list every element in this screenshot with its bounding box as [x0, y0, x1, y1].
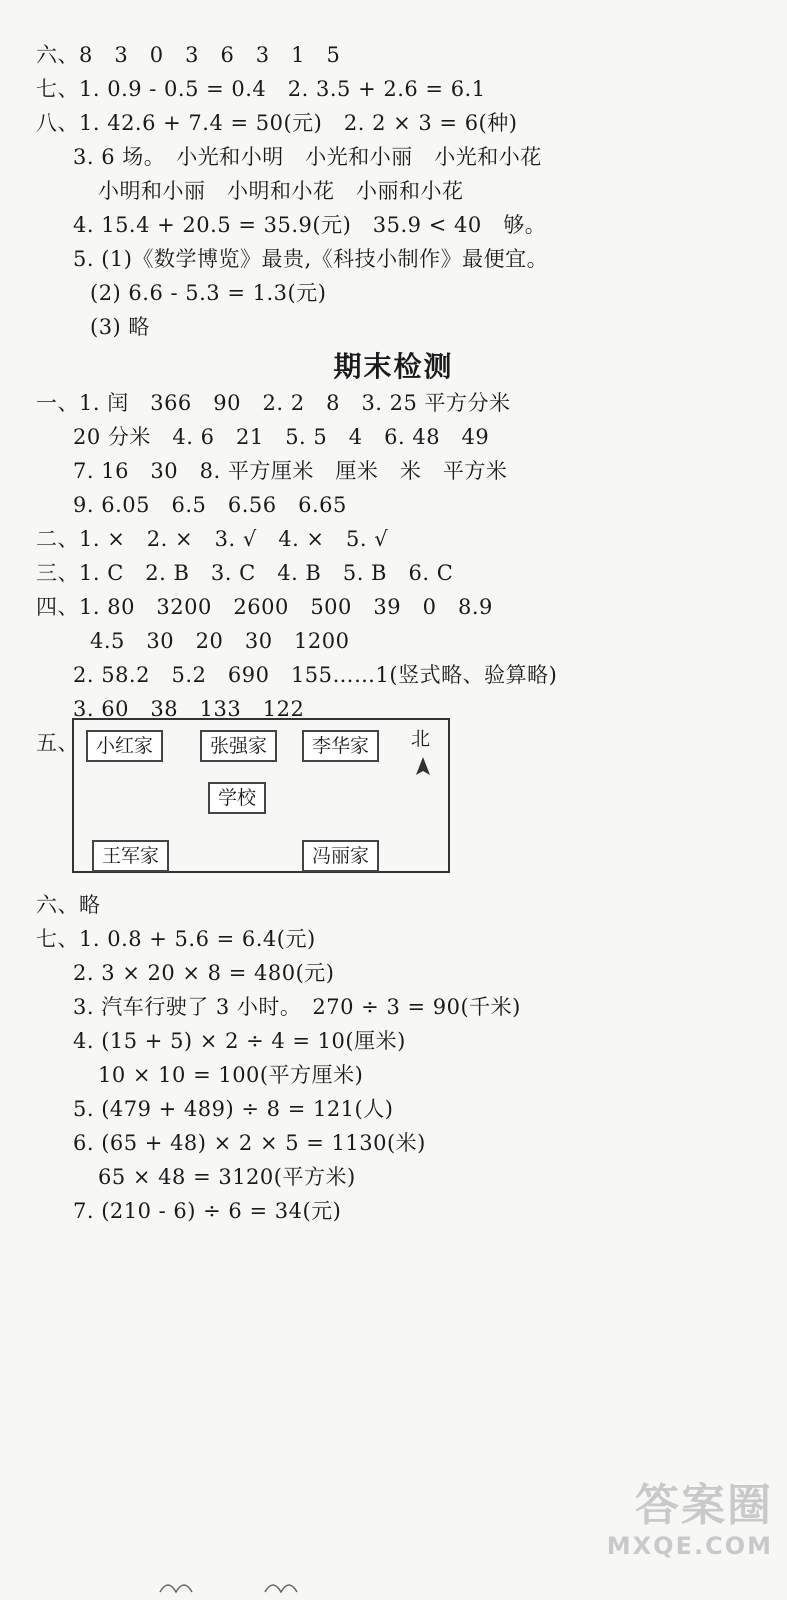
answer-line: 9. 6.05 6.5 6.56 6.65 [73, 493, 347, 517]
answer-line: 七、1. 0.9 - 0.5 = 0.4 2. 3.5 + 2.6 = 6.1 [36, 77, 486, 101]
map-label-lihua: 李华家 [302, 730, 379, 762]
watermark-title: 答案圈 [635, 1480, 773, 1531]
map-label-xiaohong: 小红家 [86, 730, 163, 762]
answer-line: 2. 58.2 5.2 690 155……1(竖式略、验算略) [73, 663, 558, 687]
map-label-wangjun: 王军家 [92, 840, 169, 872]
answer-line: 4.5 30 20 30 1200 [90, 629, 350, 653]
page-ornament-icon [150, 1570, 310, 1600]
answer-line: 10 × 10 = 100(平方厘米) [98, 1063, 364, 1087]
section-title: 期末检测 [333, 350, 454, 383]
answer-line: 7. 16 30 8. 平方厘米 厘米 米 平方米 [73, 459, 508, 483]
answer-line: 4. (15 + 5) × 2 ÷ 4 = 10(厘米) [73, 1029, 406, 1053]
answer-line: (2) 6.6 - 5.3 = 1.3(元) [90, 281, 327, 305]
answer-line: 四、1. 80 3200 2600 500 39 0 8.9 [36, 595, 493, 619]
answer-line: 三、1. C 2. B 3. C 4. B 5. B 6. C [36, 561, 454, 585]
answer-line: 六、略 [36, 893, 101, 917]
answer-line: 六、8 3 0 3 6 3 1 5 [36, 43, 341, 67]
answer-line: 五、 [36, 731, 79, 755]
location-map [72, 718, 450, 873]
answer-line: 65 × 48 = 3120(平方米) [98, 1165, 356, 1189]
answer-line: 一、1. 闰 366 90 2. 2 8 3. 25 平方分米 [36, 391, 511, 415]
answer-line: 3. 60 38 133 122 [73, 697, 305, 721]
answer-line: 七、1. 0.8 + 5.6 = 6.4(元) [36, 927, 316, 951]
answer-line: 5. (1)《数学博览》最贵,《科技小制作》最便宜。 [73, 247, 549, 271]
north-arrow-icon [415, 756, 431, 776]
answer-line: 4. 15.4 + 20.5 = 35.9(元) 35.9 < 40 够。 [73, 213, 547, 237]
answer-line: 20 分米 4. 6 21 5. 5 4 6. 48 49 [73, 425, 490, 449]
answer-line: 3. 6 场。 小光和小明 小光和小丽 小光和小花 [73, 145, 542, 169]
answer-line: 3. 汽车行驶了 3 小时。 270 ÷ 3 = 90(千米) [73, 995, 521, 1019]
answer-line: 小明和小丽 小明和小花 小丽和小花 [98, 179, 464, 203]
watermark-url: MXQE.COM [606, 1532, 773, 1560]
answer-line: (3) 略 [90, 315, 150, 339]
answer-line: 2. 3 × 20 × 8 = 480(元) [73, 961, 335, 985]
map-label-zhangqiang: 张强家 [200, 730, 277, 762]
north-label: 北 [411, 728, 431, 750]
watermark [607, 1480, 773, 1560]
answer-line: 八、1. 42.6 + 7.4 = 50(元) 2. 2 × 3 = 6(种) [36, 111, 518, 135]
map-label-fengli: 冯丽家 [302, 840, 379, 872]
answer-line: 6. (65 + 48) × 2 × 5 = 1130(米) [73, 1131, 426, 1155]
answer-line: 5. (479 + 489) ÷ 8 = 121(人) [73, 1097, 394, 1121]
answer-line: 7. (210 - 6) ÷ 6 = 34(元) [73, 1199, 342, 1223]
answer-line: 二、1. × 2. × 3. √ 4. × 5. √ [36, 527, 389, 551]
map-label-school: 学校 [208, 782, 266, 814]
